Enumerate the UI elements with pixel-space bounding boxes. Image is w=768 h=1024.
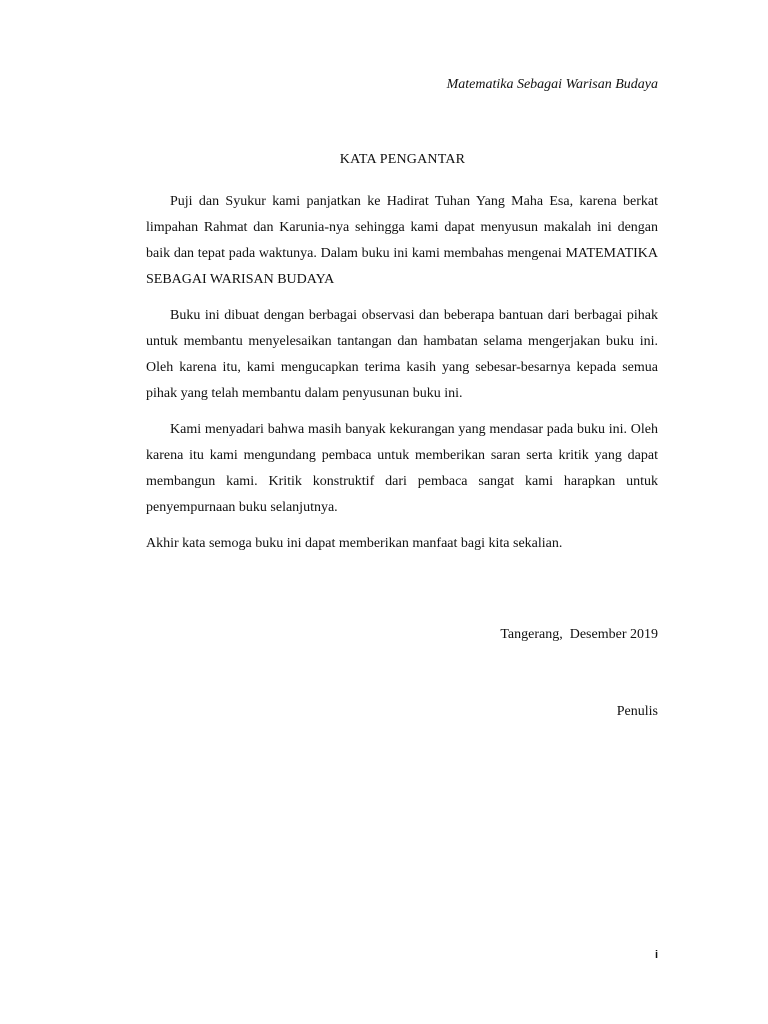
paragraph-closing: Akhir kata semoga buku ini dapat memberikan manfaat bagi kita sekalian. [146,536,563,551]
page-number: i [654,949,658,961]
place-date: Tangerang, Desember 2019 [500,627,658,642]
running-header: Matematika Sebagai Warisan Budaya [446,77,658,92]
paragraph-2: Buku ini dibuat dengan berbagai observasi dan beberapa bantuan dari berbagai pihak untuk membantu menyelesaikan tantangan dan hambatan selama mengerjakan buku ini. Oleh karena itu, kami mengucapkan terima kasih yang sebesar-besarnya kepada semua pihak yang telah membantu dalam penyusunan buku ini. [146,308,658,401]
author-signature: Penulis [616,704,658,719]
document-body [146,189,658,567]
paragraph-1: Puji dan Syukur kami panjatkan ke Hadirat Tuhan Yang Maha Esa, karena berkat limpahan Rahmat dan Karunia-nya sehingga kami dapat menyusun makalah ini dengan baik dan tepat pada waktunya. Dalam buku ini kami membahas mengenai MATEMATIKA SEBAGAI WARISAN BUDAYA [146,194,658,287]
paragraph-3: Kami menyadari bahwa masih banyak kekurangan yang mendasar pada buku ini. Oleh karena itu kami mengundang pembaca untuk memberikan saran serta kritik yang dapat membangun kami. Kritik konstruktif dari pembaca sangat kami harapkan untuk penyempurnaan buku selanjutnya. [146,422,658,515]
page-title: KATA PENGANTAR [339,152,466,167]
